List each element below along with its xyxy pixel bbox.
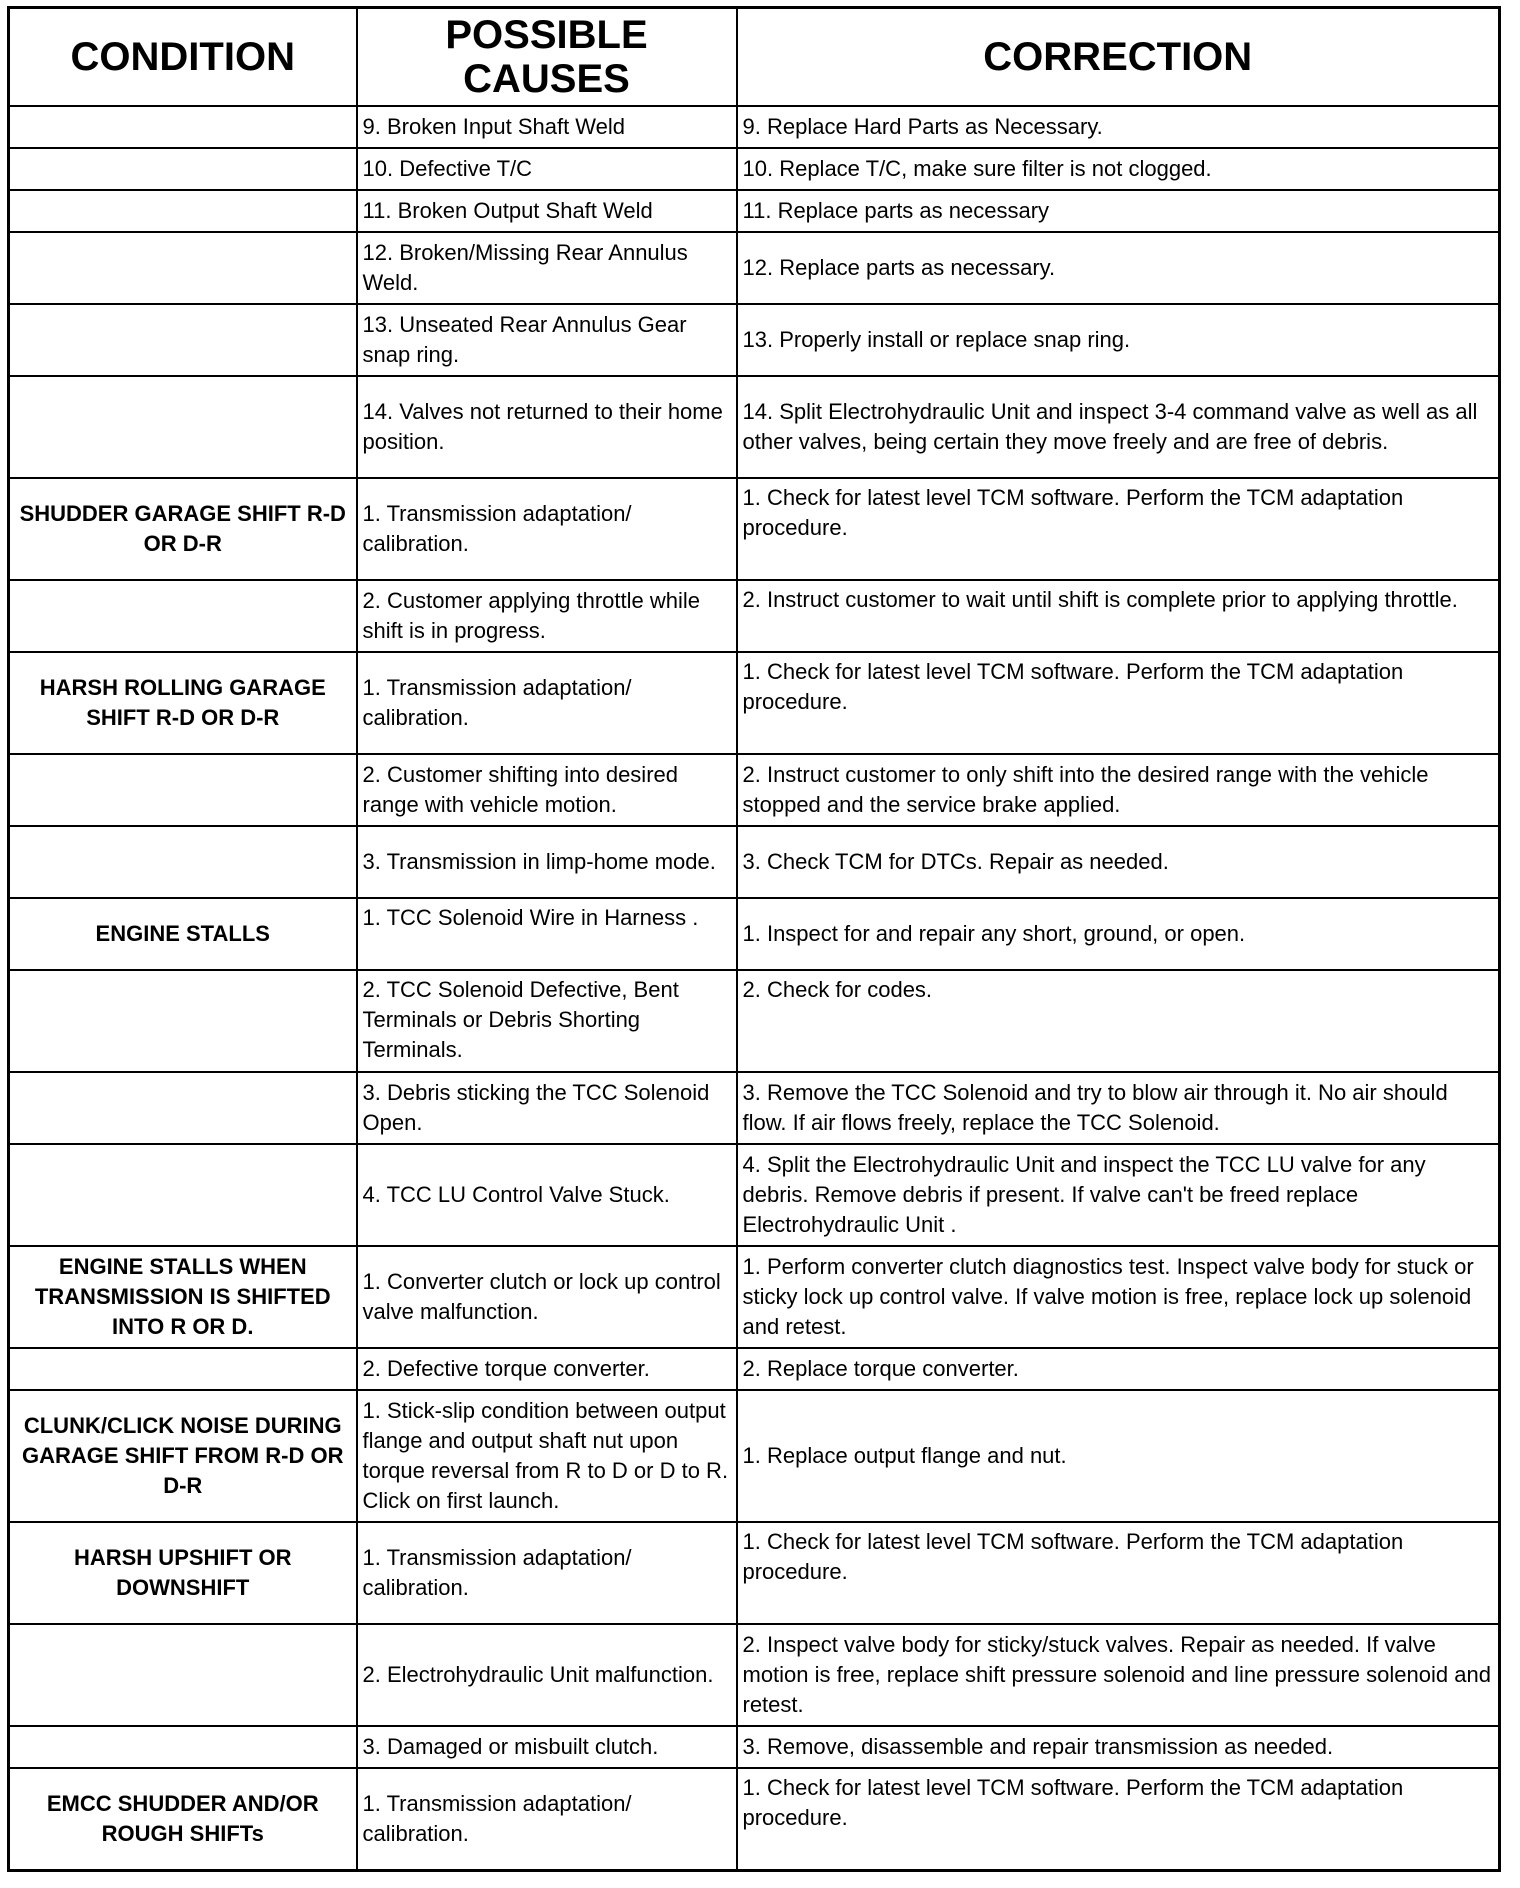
condition-cell: [9, 190, 357, 232]
header-correction: CORRECTION: [737, 8, 1500, 107]
cause-cell: 2. Customer applying throttle while shift is in progress.: [357, 580, 737, 652]
cause-cell: 14. Valves not returned to their home position.: [357, 376, 737, 478]
table-row: [9, 1522, 1500, 1624]
table-row: [9, 652, 1500, 754]
correction-cell: 1. Check for latest level TCM software. Perform the TCM adaptation procedure.: [737, 1768, 1500, 1870]
correction-cell: 4. Split the Electrohydraulic Unit and inspect the TCC LU valve for any debris. Remove debris if present. If valve can't be freed replace Electrohydraulic Unit .: [737, 1144, 1500, 1246]
condition-cell: CLUNK/CLICK NOISE DURING GARAGE SHIFT FROM R-D OR D-R: [9, 1390, 357, 1522]
correction-cell: 2. Instruct customer to wait until shift is complete prior to applying throttle.: [737, 580, 1500, 652]
table-row: [9, 826, 1500, 898]
cause-cell: 1. Transmission adaptation/ calibration.: [357, 652, 737, 754]
correction-cell: 10. Replace T/C, make sure filter is not clogged.: [737, 148, 1500, 190]
table-row: [9, 232, 1500, 304]
table-row: [9, 148, 1500, 190]
correction-cell: 2. Instruct customer to only shift into the desired range with the vehicle stopped and the service brake applied.: [737, 754, 1500, 826]
table-body: [9, 106, 1500, 1870]
cause-cell: 1. Stick-slip condition between output flange and output shaft nut upon torque reversal from R to D or D to R. Click on first launch.: [357, 1390, 737, 1522]
header-possible-causes: POSSIBLE CAUSES: [357, 8, 737, 107]
condition-cell: SHUDDER GARAGE SHIFT R-D OR D-R: [9, 478, 357, 580]
cause-cell: 3. Transmission in limp-home mode.: [357, 826, 737, 898]
cause-cell: 1. Transmission adaptation/ calibration.: [357, 478, 737, 580]
correction-cell: 1. Replace output flange and nut.: [737, 1390, 1500, 1522]
cause-cell: 2. Electrohydraulic Unit malfunction.: [357, 1624, 737, 1726]
condition-cell: [9, 580, 357, 652]
cause-cell: 1. TCC Solenoid Wire in Harness .: [357, 898, 737, 970]
table-row: [9, 1246, 1500, 1348]
condition-cell: HARSH UPSHIFT OR DOWNSHIFT: [9, 1522, 357, 1624]
condition-cell: HARSH ROLLING GARAGE SHIFT R-D OR D-R: [9, 652, 357, 754]
condition-cell: [9, 1348, 357, 1390]
condition-cell: [9, 1072, 357, 1144]
correction-cell: 1. Perform converter clutch diagnostics test. Inspect valve body for stuck or sticky lock up control valve. If valve motion is free, replace lock up solenoid and retest.: [737, 1246, 1500, 1348]
cause-cell: 13. Unseated Rear Annulus Gear snap ring.: [357, 304, 737, 376]
correction-cell: 3. Check TCM for DTCs. Repair as needed.: [737, 826, 1500, 898]
correction-cell: 3. Remove, disassemble and repair transmission as needed.: [737, 1726, 1500, 1768]
condition-cell: [9, 304, 357, 376]
table-row: [9, 970, 1500, 1072]
condition-cell: [9, 970, 357, 1072]
correction-cell: 13. Properly install or replace snap ring.: [737, 304, 1500, 376]
correction-cell: 12. Replace parts as necessary.: [737, 232, 1500, 304]
table-row: [9, 190, 1500, 232]
correction-cell: 14. Split Electrohydraulic Unit and inspect 3-4 command valve as well as all other valves, being certain they move freely and are free of debris.: [737, 376, 1500, 478]
correction-cell: 3. Remove the TCC Solenoid and try to blow air through it. No air should flow. If air flows freely, replace the TCC Solenoid.: [737, 1072, 1500, 1144]
table-row: [9, 478, 1500, 580]
cause-cell: 10. Defective T/C: [357, 148, 737, 190]
cause-cell: 2. TCC Solenoid Defective, Bent Terminals or Debris Shorting Terminals.: [357, 970, 737, 1072]
correction-cell: 1. Inspect for and repair any short, ground, or open.: [737, 898, 1500, 970]
cause-cell: 3. Debris sticking the TCC Solenoid Open.: [357, 1072, 737, 1144]
correction-cell: 1. Check for latest level TCM software. Perform the TCM adaptation procedure.: [737, 1522, 1500, 1624]
correction-cell: 2. Replace torque converter.: [737, 1348, 1500, 1390]
condition-cell: [9, 1624, 357, 1726]
condition-cell: [9, 826, 357, 898]
condition-cell: [9, 376, 357, 478]
cause-cell: 9. Broken Input Shaft Weld: [357, 106, 737, 148]
condition-cell: [9, 754, 357, 826]
header-row: [9, 8, 1500, 107]
table-row: [9, 1726, 1500, 1768]
condition-cell: ENGINE STALLS: [9, 898, 357, 970]
diagnosis-table: [7, 6, 1501, 1872]
cause-cell: 2. Defective torque converter.: [357, 1348, 737, 1390]
table-row: [9, 898, 1500, 970]
correction-cell: 11. Replace parts as necessary: [737, 190, 1500, 232]
condition-cell: EMCC SHUDDER AND/OR ROUGH SHIFTs: [9, 1768, 357, 1870]
condition-cell: [9, 1726, 357, 1768]
cause-cell: 11. Broken Output Shaft Weld: [357, 190, 737, 232]
condition-cell: [9, 1144, 357, 1246]
correction-cell: 1. Check for latest level TCM software. Perform the TCM adaptation procedure.: [737, 652, 1500, 754]
correction-cell: 2. Inspect valve body for sticky/stuck valves. Repair as needed. If valve motion is free, replace shift pressure solenoid and line pressure solenoid and retest.: [737, 1624, 1500, 1726]
correction-cell: 9. Replace Hard Parts as Necessary.: [737, 106, 1500, 148]
table-row: [9, 106, 1500, 148]
condition-cell: ENGINE STALLS WHEN TRANSMISSION IS SHIFTED INTO R OR D.: [9, 1246, 357, 1348]
table-row: [9, 376, 1500, 478]
table-row: [9, 1348, 1500, 1390]
cause-cell: 1. Transmission adaptation/ calibration.: [357, 1522, 737, 1624]
table-row: [9, 1072, 1500, 1144]
cause-cell: 12. Broken/Missing Rear Annulus Weld.: [357, 232, 737, 304]
table-row: [9, 304, 1500, 376]
cause-cell: 1. Transmission adaptation/ calibration.: [357, 1768, 737, 1870]
correction-cell: 1. Check for latest level TCM software. Perform the TCM adaptation procedure.: [737, 478, 1500, 580]
table-row: [9, 1624, 1500, 1726]
cause-cell: 2. Customer shifting into desired range with vehicle motion.: [357, 754, 737, 826]
condition-cell: [9, 148, 357, 190]
table-row: [9, 1144, 1500, 1246]
table-row: [9, 580, 1500, 652]
condition-cell: [9, 106, 357, 148]
table-row: [9, 1390, 1500, 1522]
cause-cell: 3. Damaged or misbuilt clutch.: [357, 1726, 737, 1768]
header-condition: CONDITION: [9, 8, 357, 107]
table-row: [9, 1768, 1500, 1870]
table-row: [9, 754, 1500, 826]
condition-cell: [9, 232, 357, 304]
cause-cell: 1. Converter clutch or lock up control valve malfunction.: [357, 1246, 737, 1348]
correction-cell: 2. Check for codes.: [737, 970, 1500, 1072]
cause-cell: 4. TCC LU Control Valve Stuck.: [357, 1144, 737, 1246]
